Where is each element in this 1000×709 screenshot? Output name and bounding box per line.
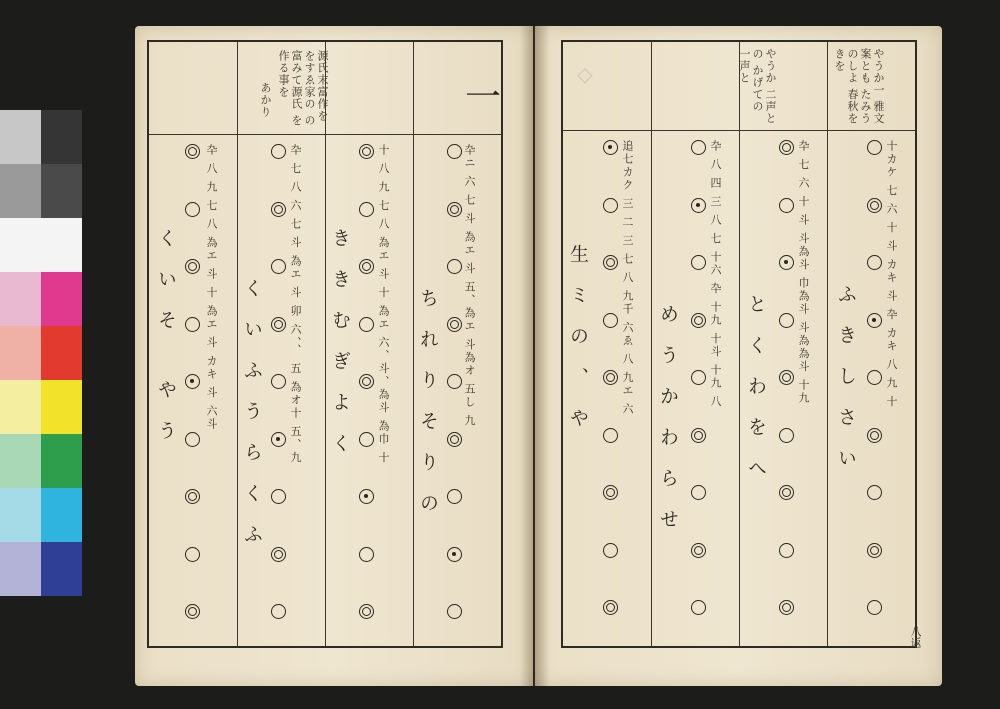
- lyric-text: 生ミの、や: [567, 244, 589, 449]
- mark-column: [355, 144, 377, 619]
- color-swatch: [41, 434, 82, 488]
- right-page: [535, 26, 942, 686]
- notation-circle-mark: [447, 317, 462, 332]
- notation-circle-mark: [779, 543, 794, 558]
- notation-circle-mark: [867, 600, 882, 615]
- notation-circle-mark: [867, 140, 882, 155]
- notation-circle-mark: [271, 259, 286, 274]
- lyric-text: ききむぎよく: [329, 228, 351, 474]
- notation-circle-mark: [603, 543, 618, 558]
- notation-circle-mark: [185, 374, 200, 389]
- library-stamp: ◇: [573, 62, 597, 86]
- notation-circle-mark: [867, 198, 882, 213]
- numeral-text: 十 八 九 七 八 為エ 斗 十 為エ 六、斗、為斗 為巾 十: [377, 144, 390, 465]
- notation-circle-mark: [185, 144, 200, 159]
- color-chart-row: [0, 488, 82, 542]
- notation-circle-mark: [779, 140, 794, 155]
- notation-circle-mark: [359, 374, 374, 389]
- notation-circle-mark: [603, 600, 618, 615]
- mark-column: [687, 140, 709, 615]
- notation-circle-mark: [359, 202, 374, 217]
- mark-column: [775, 140, 797, 615]
- notation-column-3: [651, 134, 735, 628]
- color-swatch: [0, 380, 41, 434]
- notation-circle-mark: [359, 604, 374, 619]
- notation-circle-mark: [271, 489, 286, 504]
- notation-circle-mark: [271, 547, 286, 562]
- notation-column-4: [149, 138, 233, 628]
- notation-circle-mark: [691, 313, 706, 328]
- notation-circle-mark: [867, 485, 882, 500]
- notation-circle-mark: [603, 198, 618, 213]
- notation-column-1: [413, 138, 497, 628]
- right-page-frame: [561, 40, 917, 648]
- notation-circle-mark: [447, 259, 462, 274]
- color-swatch: [0, 164, 41, 218]
- notation-circle-mark: [271, 202, 286, 217]
- notation-circle-mark: [447, 547, 462, 562]
- notation-circle-mark: [447, 374, 462, 389]
- notation-circle-mark: [271, 317, 286, 332]
- color-swatch: [41, 218, 82, 272]
- notation-circle-mark: [691, 600, 706, 615]
- left-page: [135, 26, 533, 686]
- notation-circle-mark: [867, 543, 882, 558]
- lyric-text: ちれりそりの: [417, 288, 439, 534]
- notation-circle-mark: [779, 485, 794, 500]
- notation-circle-mark: [691, 140, 706, 155]
- color-swatch: [0, 326, 41, 380]
- notation-circle-mark: [691, 485, 706, 500]
- notation-circle-mark: [691, 428, 706, 443]
- numeral-text: 十カケ 七 六 十 斗 カキ 斗 卆 カキ 八 九 十: [885, 140, 898, 409]
- header-annotation: やうか 二声との かげての 一声と: [738, 48, 777, 125]
- numeral-text: 卆 七 六 十 斗 斗為斗 巾為斗 斗為為斗 十九: [797, 140, 810, 405]
- notation-circle-mark: [271, 374, 286, 389]
- lyric-text: めうかわらせ: [657, 304, 679, 550]
- notation-circle-mark: [185, 259, 200, 274]
- notation-column-1: [827, 134, 911, 628]
- notation-column-3: [237, 138, 321, 628]
- notation-circle-mark: [185, 604, 200, 619]
- notation-circle-mark: [447, 604, 462, 619]
- notation-circle-mark: [691, 198, 706, 213]
- color-swatch: [41, 380, 82, 434]
- color-swatch: [0, 272, 41, 326]
- notation-circle-mark: [603, 370, 618, 385]
- notation-circle-mark: [867, 428, 882, 443]
- notation-column-2: [739, 134, 823, 628]
- notation-circle-mark: [779, 255, 794, 270]
- notation-circle-mark: [447, 489, 462, 504]
- notation-circle-mark: [271, 604, 286, 619]
- color-chart-row: [0, 164, 82, 218]
- numeral-text: 卆 八 九 七 八 為エ 斗 十 為エ 斗 カキ 斗 六斗: [205, 144, 218, 431]
- header-annotation-secondary: やうか一 雅文案とも たみうのしよ 春秋をきを: [833, 48, 885, 125]
- notation-column-4: [563, 134, 647, 628]
- color-chart-row: [0, 326, 82, 380]
- book-gutter: [520, 26, 550, 686]
- color-swatch: [41, 488, 82, 542]
- notation-circle-mark: [185, 202, 200, 217]
- numeral-text: 追七カク 三 二 三 七 八 九千 六ゑ 八 九エ 六: [621, 140, 634, 416]
- notation-circle-mark: [867, 255, 882, 270]
- color-chart-row: [0, 272, 82, 326]
- color-swatch: [0, 488, 41, 542]
- color-chart-row: [0, 542, 82, 596]
- notation-circle-mark: [691, 255, 706, 270]
- notation-circle-mark: [271, 144, 286, 159]
- notation-circle-mark: [185, 547, 200, 562]
- notation-circle-mark: [185, 432, 200, 447]
- notation-circle-mark: [867, 370, 882, 385]
- notation-circle-mark: [359, 259, 374, 274]
- mark-column: [599, 140, 621, 615]
- notation-circle-mark: [603, 485, 618, 500]
- lyric-text: とくわをへ: [745, 294, 767, 499]
- color-chart-row: [0, 434, 82, 488]
- color-chart-row: [0, 218, 82, 272]
- color-swatch: [0, 434, 41, 488]
- notation-circle-mark: [359, 317, 374, 332]
- notation-circle-mark: [359, 144, 374, 159]
- mark-column: [863, 140, 885, 615]
- notation-circle-mark: [271, 432, 286, 447]
- lyric-text: ふきしさい: [835, 284, 857, 489]
- notation-circle-mark: [779, 600, 794, 615]
- notation-circle-mark: [185, 489, 200, 504]
- notation-circle-mark: [867, 313, 882, 328]
- numeral-text: 卆 七 八 六 七 斗 為エ 斗 卯 六、、 五 為オ十 五、九: [289, 144, 302, 465]
- header-annotation-secondary: あかり: [259, 82, 272, 118]
- notation-circle-mark: [185, 317, 200, 332]
- color-swatch: [0, 218, 41, 272]
- color-swatch: [41, 326, 82, 380]
- numeral-text: 卆 八 四 三 八 七 十六 卆 十九 十斗 十九 八: [709, 140, 722, 409]
- color-chart-row: [0, 110, 82, 164]
- mark-column: [443, 144, 465, 619]
- notation-circle-mark: [779, 428, 794, 443]
- notation-circle-mark: [359, 489, 374, 504]
- color-swatch: [41, 164, 82, 218]
- notation-circle-mark: [779, 370, 794, 385]
- notation-circle-mark: [447, 202, 462, 217]
- color-chart-row: [0, 380, 82, 434]
- open-book: [135, 26, 942, 686]
- notation-circle-mark: [691, 543, 706, 558]
- color-swatch: [41, 272, 82, 326]
- notation-circle-mark: [779, 198, 794, 213]
- notation-circle-mark: [779, 313, 794, 328]
- color-swatch: [0, 542, 41, 596]
- color-calibration-chart: [0, 110, 82, 596]
- notation-circle-mark: [603, 313, 618, 328]
- header-annotation: 源氏末富作を をすゑ家の の富みて源氏 を作る事を: [277, 50, 329, 127]
- lyric-text: くいふうらくふ: [241, 278, 263, 565]
- left-page-frame: [147, 40, 503, 648]
- numeral-text: 卆ニ 六 七 斗 為エ 斗 五、為エ 斗為オ 五し 九: [463, 144, 476, 428]
- color-swatch: [41, 110, 82, 164]
- color-swatch: [41, 542, 82, 596]
- notation-circle-mark: [603, 140, 618, 155]
- page-number: 八返: [909, 626, 922, 648]
- color-swatch: [0, 110, 41, 164]
- notation-circle-mark: [359, 547, 374, 562]
- lyric-text: くいそ やう: [155, 228, 177, 462]
- notation-column-2: [325, 138, 409, 628]
- notation-circle-mark: [691, 370, 706, 385]
- mark-column: [181, 144, 203, 619]
- notation-circle-mark: [603, 255, 618, 270]
- notation-circle-mark: [603, 428, 618, 443]
- notation-circle-mark: [447, 432, 462, 447]
- mark-column: [267, 144, 289, 619]
- notation-circle-mark: [447, 144, 462, 159]
- notation-circle-mark: [359, 432, 374, 447]
- section-number: 一: [465, 77, 502, 118]
